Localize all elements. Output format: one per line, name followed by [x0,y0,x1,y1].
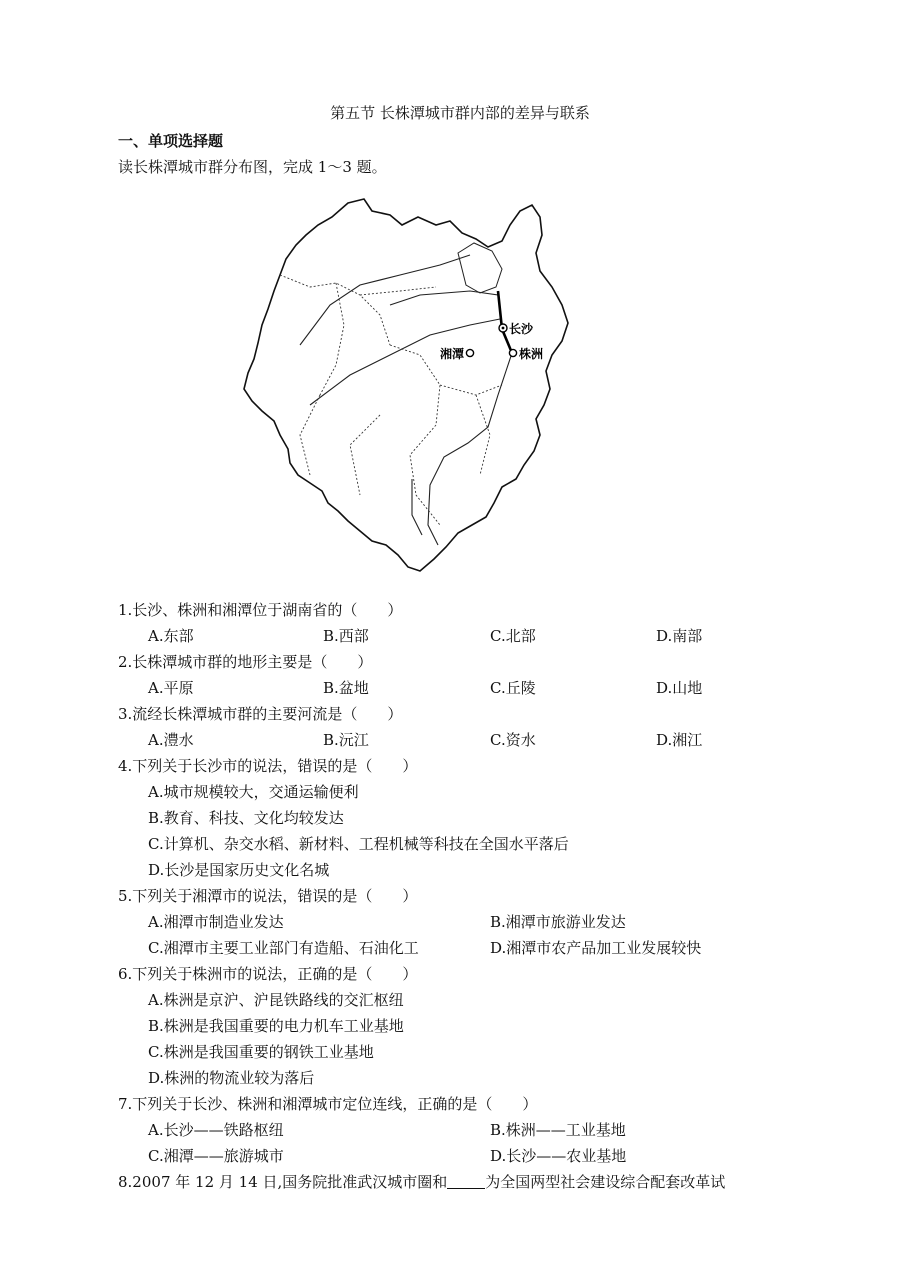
page-title: 第五节 长株潭城市群内部的差异与联系 [330,104,590,122]
option-row [118,1143,838,1169]
question-stem: 7.下列关于长沙、株洲和湘潭城市定位连线，正确的是（ ） [118,1095,538,1113]
intro-text: 读长株潭城市群分布图，完成 1～3 题。 [118,158,387,176]
question-stem: 6.下列关于株洲市的说法，正确的是（ ） [118,965,418,983]
province-outline [244,199,568,571]
question-stem-8 [118,1169,838,1195]
option-b: B.湘潭市旅游业发达 [490,913,626,931]
option-a: A.城市规模较大，交通运输便利 [148,783,359,801]
river-lines [300,255,512,545]
option-b: B.株洲——工业基地 [490,1121,626,1139]
map-label-zhuzhou: 株洲 [519,347,544,361]
option-b: B.盆地 [323,679,369,697]
q8-text-before: 8.2007 年 12 月 14 日,国务院批准武汉城市圈和 [118,1173,448,1191]
option-row [118,675,838,701]
map-label-xiangtan: 湘潭 [440,347,465,361]
option-c: C.丘陵 [490,679,536,697]
question-stem: 2.长株潭城市群的地形主要是（ ） [118,653,373,671]
zhuzhou-marker [509,349,516,356]
question-stem: 3.流经长株潭城市群的主要河流是（ ） [118,705,403,723]
option-a: A.东部 [148,627,194,645]
option-a: A.长沙——铁路枢纽 [148,1121,284,1139]
city-cluster-map [240,195,580,575]
option-d: D.湘江 [656,731,703,749]
option-row [118,623,838,649]
option-row [118,727,838,753]
option-row [118,935,838,961]
lake-shape [458,243,502,293]
option-d: D.株洲的物流业较为落后 [148,1069,315,1087]
option-d: D.山地 [656,679,703,697]
option-c: C.株洲是我国重要的钢铁工业基地 [148,1043,374,1061]
option-c: C.资水 [490,731,536,749]
option-c: C.北部 [490,627,536,645]
option-d: D.南部 [656,627,703,645]
section-heading: 一、单项选择题 [118,132,224,150]
option-a: A.澧水 [148,731,194,749]
option-c: C.计算机、杂交水稻、新材料、工程机械等科技在全国水平落后 [148,835,569,853]
option-d: D.湘潭市农产品加工业发展较快 [490,939,702,957]
option-a: A.湘潭市制造业发达 [148,913,284,931]
q8-text-after: 为全国两型社会建设综合配套改革试 [485,1173,726,1191]
option-a: A.株洲是京沪、沪昆铁路线的交汇枢纽 [148,991,404,1009]
option-b: B.沅江 [323,731,369,749]
question-stem: 1.长沙、株洲和湘潭位于湖南省的（ ） [118,601,403,619]
option-d: D.长沙——农业基地 [490,1147,627,1165]
xiangtan-marker [466,349,473,356]
option-a: A.平原 [148,679,194,697]
option-row [118,1117,838,1143]
boundary-lines [280,275,502,525]
option-c: C.湘潭市主要工业部门有造船、石油化工 [148,939,419,957]
option-b: B.教育、科技、文化均较发达 [148,809,344,827]
map-label-changsha: 长沙 [509,322,534,336]
option-d: D.长沙是国家历史文化名城 [148,861,330,879]
question-stem: 4.下列关于长沙市的说法，错误的是（ ） [118,757,418,775]
option-b: B.株洲是我国重要的电力机车工业基地 [148,1017,404,1035]
question-list [118,597,838,1195]
option-c: C.湘潭——旅游城市 [148,1147,284,1165]
option-row [118,909,838,935]
option-b: B.西部 [323,627,369,645]
question-stem: 5.下列关于湘潭市的说法，错误的是（ ） [118,887,418,905]
answer-blank [447,1174,485,1189]
